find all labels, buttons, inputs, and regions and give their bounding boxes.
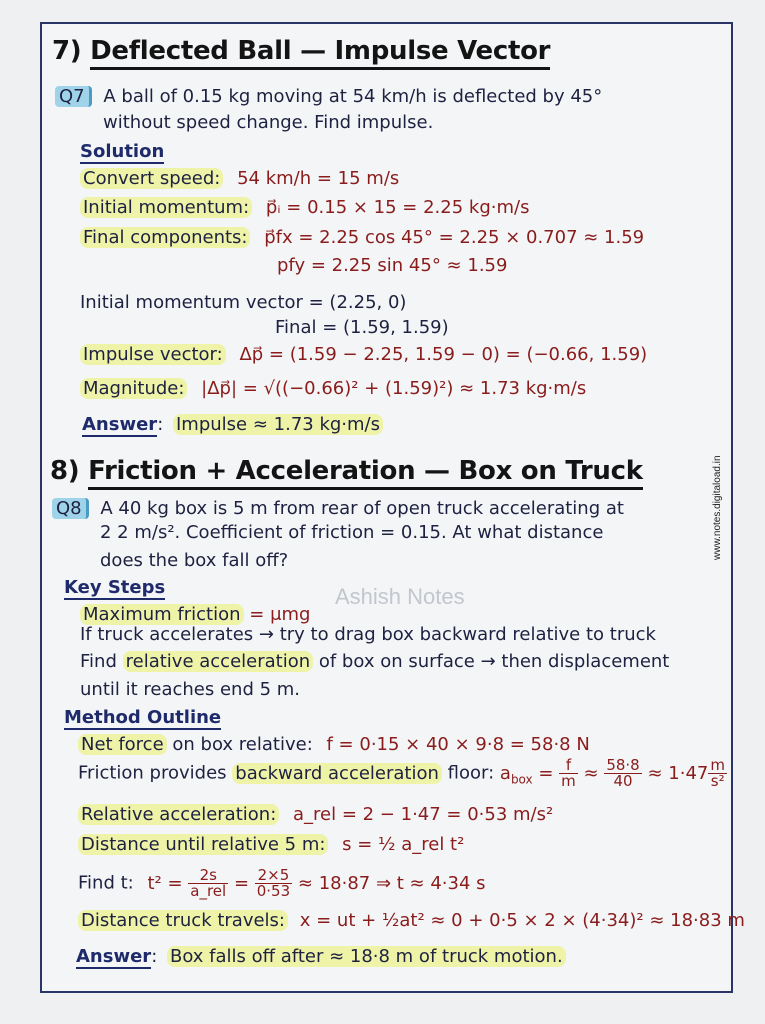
question-badge: Q8 — [52, 498, 89, 519]
method-line-truck-distance — [78, 910, 745, 931]
line-math: x = ut + ½at² ≈ 0 + 0·5 × 2 × (4·34)² ≈ 18·83 m — [299, 910, 745, 931]
step-label: Maximum friction — [80, 604, 244, 625]
numerator: m — [710, 756, 725, 774]
subheading: Method Outline — [64, 707, 222, 728]
line-math: pfy = 2.25 sin 45° ≈ 1.59 — [277, 255, 508, 276]
heading-number: 8) — [50, 456, 80, 486]
line-math: p⃗fx = 2.25 cos 45° = 2.25 × 0.707 ≈ 1.59 — [264, 227, 645, 248]
denominator: 40 — [613, 772, 633, 790]
question-line: A ball of 0.15 kg moving at 54 km/h is deflected by 45° — [103, 86, 603, 107]
fraction — [559, 758, 578, 789]
key-step-4: until it reaches end 5 m. — [80, 679, 301, 700]
denominator: a_rel — [190, 882, 227, 900]
line-initial-momentum — [80, 197, 529, 218]
math-var: a — [499, 762, 511, 784]
line-label: Magnitude: — [80, 378, 187, 399]
numerator: 2s — [188, 868, 228, 884]
subheading: Solution — [80, 141, 165, 162]
numerator: f — [559, 758, 578, 774]
method-line-distance-relative — [78, 834, 464, 855]
line-text: on box relative: — [172, 734, 313, 755]
question-badge: Q7 — [55, 86, 92, 107]
fraction — [255, 868, 292, 899]
line-convert-speed — [80, 168, 399, 189]
question-line: 2 2 m/s². Coefficient of friction = 0.15. At what distance — [100, 522, 604, 543]
line-label: Relative acceleration: — [78, 804, 279, 825]
line-label: Net force — [78, 734, 167, 755]
line-label: Distance until relative 5 m: — [78, 834, 328, 855]
line-final-components — [80, 227, 644, 248]
answer-text: Impulse ≈ 1.73 kg·m/s — [173, 414, 383, 435]
step-text: of box on surface → then displacement — [318, 651, 670, 672]
math-result: ≈ 18·87 ⇒ t ≈ 4·34 s — [297, 872, 486, 894]
question-line: does the box fall off? — [100, 550, 289, 571]
q7-question — [55, 86, 602, 107]
math-sub: box — [510, 772, 533, 787]
line-math: 54 km/h = 15 m/s — [237, 168, 400, 189]
step-highlight: relative acceleration — [123, 651, 314, 672]
heading-title: Deflected Ball — Impulse Vector — [90, 36, 550, 70]
line-text: Friction provides — [78, 762, 227, 784]
heading-number: 7) — [52, 36, 82, 66]
section-7-heading — [52, 36, 550, 66]
numerator: 2×5 — [255, 868, 292, 884]
denominator: 0·53 — [256, 882, 291, 900]
line-math: f = 0·15 × 40 × 9·8 = 58·8 N — [326, 734, 590, 755]
method-line-relative-accel — [78, 804, 553, 825]
key-step-1 — [80, 604, 310, 625]
answer-label: Answer — [82, 414, 158, 435]
initial-vector: Initial momentum vector = (2.25, 0) — [80, 292, 407, 313]
heading-title: Friction + Acceleration — Box on Truck — [88, 456, 643, 490]
section-8-heading — [50, 456, 643, 486]
math-lhs: t² = — [147, 872, 183, 894]
line-label: Final components: — [80, 227, 250, 248]
key-step-2: If truck accelerates → try to drag box backward relative to truck — [80, 624, 656, 645]
line-label: Initial momentum: — [80, 197, 252, 218]
line-label: Impulse vector: — [80, 344, 226, 365]
line-math: |Δp⃗| = √((−0.66)² + (1.59)²) ≈ 1.73 kg·m/s — [201, 378, 587, 399]
q8-answer: Answer: Box falls off after ≈ 18·8 m of truck motion. — [76, 946, 566, 967]
line-label: Convert speed: — [80, 168, 223, 189]
line-impulse-vector — [80, 344, 647, 365]
numerator: 58·8 — [606, 756, 640, 774]
step-text: Find — [80, 651, 117, 672]
key-step-3 — [80, 651, 669, 672]
line-math: a_rel = 2 − 1·47 = 0·53 m/s² — [293, 804, 554, 825]
question-line: A 40 kg box is 5 m from rear of open truck accelerating at — [100, 498, 624, 519]
line-label: Distance truck travels: — [78, 910, 288, 931]
question-line: without speed change. Find impulse. — [103, 112, 434, 133]
fraction — [708, 758, 727, 789]
key-steps-label — [64, 577, 165, 598]
line-math: s = ½ a_rel t² — [342, 834, 465, 855]
answer-text: Box falls off after ≈ 18·8 m of truck motion. — [167, 946, 566, 967]
final-vector: Final = (1.59, 1.59) — [275, 317, 449, 338]
method-line-friction: Friction provides backward acceleration floor: $a_{box}$ = $\frac{f}{m}$ ≈ $\frac{58\cdot 8}{40}$ ≈ 1·47 $\frac{m}{\text{s²}}$ — [78, 756, 725, 790]
denominator: s² — [710, 772, 725, 790]
method-line-net-force — [78, 734, 590, 755]
line-math: Δp⃗ = (1.59 − 2.25, 1.59 − 0) = (−0.66, 1.59) — [239, 344, 648, 365]
line-math: p⃗ᵢ = 0.15 × 15 = 2.25 kg·m/s — [265, 197, 530, 218]
side-url-text: www.notes.digitaload.in — [712, 455, 723, 560]
watermark: Ashish Notes — [335, 584, 465, 609]
fraction — [188, 868, 228, 899]
denominator: m — [561, 772, 576, 790]
method-outline-label — [64, 707, 221, 728]
method-line-find-t: Find t: t² = $\frac{2s}{\text{a\_rel}}$ = $\frac{2\times 5}{0\cdot 53}$ ≈ 18·87 ⇒ t ≈ 4·34 s — [78, 866, 486, 900]
q7-answer: Answer: Impulse ≈ 1.73 kg·m/s — [82, 414, 383, 435]
solution-label — [80, 141, 164, 162]
line-magnitude — [80, 378, 586, 399]
line-text: floor: — [447, 762, 495, 784]
answer-label: Answer — [76, 946, 152, 967]
result: ≈ 1·47 — [647, 762, 709, 784]
subheading: Key Steps — [64, 577, 166, 598]
step-math: = μmg — [249, 604, 311, 625]
fraction — [604, 758, 641, 789]
line-label: Find t: — [78, 872, 134, 894]
q8-question — [52, 498, 624, 519]
line-highlight: backward acceleration — [232, 763, 442, 784]
